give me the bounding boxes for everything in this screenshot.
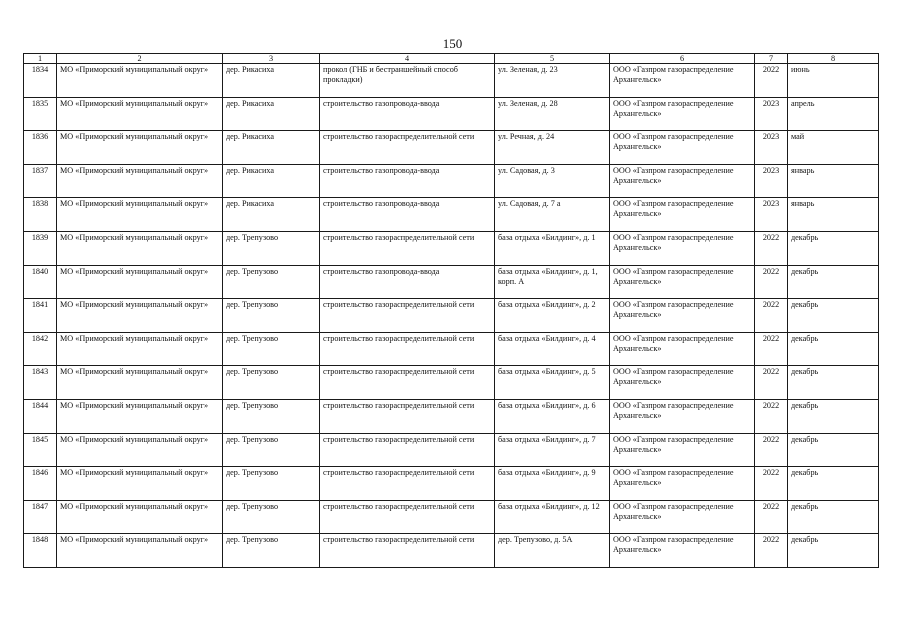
cell-row-number: 1847: [24, 500, 57, 534]
cell-settlement: дер. Трепузово: [223, 433, 320, 467]
cell-organization: ООО «Газпром газораспределение Архангельск»: [610, 265, 755, 299]
cell-municipality: МО «Приморский муниципальный округ»: [57, 131, 223, 165]
cell-settlement: дер. Трепузово: [223, 265, 320, 299]
cell-municipality: МО «Приморский муниципальный округ»: [57, 97, 223, 131]
cell-municipality: МО «Приморский муниципальный округ»: [57, 534, 223, 568]
cell-year: 2023: [755, 131, 788, 165]
cell-address: база отдыха «Билдинг», д. 1, корп. А: [495, 265, 610, 299]
cell-work-type: строительство газопровода-ввода: [320, 198, 495, 232]
page-number: 150: [442, 36, 463, 51]
cell-month: июнь: [788, 64, 879, 98]
cell-address: ул. Зеленая, д. 23: [495, 64, 610, 98]
cell-organization: ООО «Газпром газораспределение Архангельск»: [610, 433, 755, 467]
table-row: [24, 433, 879, 467]
cell-year: 2023: [755, 97, 788, 131]
cell-municipality: МО «Приморский муниципальный округ»: [57, 500, 223, 534]
cell-row-number: 1842: [24, 332, 57, 366]
cell-row-number: 1834: [24, 64, 57, 98]
column-header-4: 4: [320, 54, 495, 64]
cell-year: 2022: [755, 467, 788, 501]
table-row: [24, 332, 879, 366]
cell-month: май: [788, 131, 879, 165]
cell-organization: ООО «Газпром газораспределение Архангельск»: [610, 467, 755, 501]
cell-row-number: 1844: [24, 399, 57, 433]
header-row: [24, 54, 879, 64]
cell-settlement: дер. Трепузово: [223, 231, 320, 265]
cell-work-type: строительство газораспределительной сети: [320, 500, 495, 534]
cell-month: декабрь: [788, 299, 879, 333]
cell-address: база отдыха «Билдинг», д. 5: [495, 366, 610, 400]
cell-month: январь: [788, 198, 879, 232]
cell-organization: ООО «Газпром газораспределение Архангельск»: [610, 198, 755, 232]
cell-year: 2022: [755, 366, 788, 400]
table-row: [24, 198, 879, 232]
cell-year: 2022: [755, 500, 788, 534]
cell-settlement: дер. Трепузово: [223, 299, 320, 333]
table-row: [24, 366, 879, 400]
table-row: [24, 399, 879, 433]
cell-organization: ООО «Газпром газораспределение Архангельск»: [610, 231, 755, 265]
cell-month: апрель: [788, 97, 879, 131]
cell-year: 2022: [755, 231, 788, 265]
column-header-8: 8: [788, 54, 879, 64]
cell-row-number: 1838: [24, 198, 57, 232]
cell-row-number: 1839: [24, 231, 57, 265]
cell-work-type: строительство газораспределительной сети: [320, 231, 495, 265]
cell-year: 2022: [755, 299, 788, 333]
cell-settlement: дер. Трепузово: [223, 534, 320, 568]
cell-row-number: 1843: [24, 366, 57, 400]
table-row: [24, 265, 879, 299]
cell-organization: ООО «Газпром газораспределение Архангельск»: [610, 299, 755, 333]
table-row: [24, 131, 879, 165]
cell-work-type: строительство газораспределительной сети: [320, 366, 495, 400]
cell-year: 2023: [755, 198, 788, 232]
cell-year: 2023: [755, 164, 788, 198]
cell-organization: ООО «Газпром газораспределение Архангельск»: [610, 97, 755, 131]
cell-settlement: дер. Рикасиха: [223, 198, 320, 232]
cell-settlement: дер. Трепузово: [223, 399, 320, 433]
cell-address: база отдыха «Билдинг», д. 9: [495, 467, 610, 501]
cell-municipality: МО «Приморский муниципальный округ»: [57, 198, 223, 232]
cell-row-number: 1848: [24, 534, 57, 568]
cell-address: дер. Трепузово, д. 5А: [495, 534, 610, 568]
cell-month: декабрь: [788, 433, 879, 467]
cell-municipality: МО «Приморский муниципальный округ»: [57, 467, 223, 501]
column-header-3: 3: [223, 54, 320, 64]
cell-municipality: МО «Приморский муниципальный округ»: [57, 265, 223, 299]
cell-work-type: строительство газораспределительной сети: [320, 131, 495, 165]
cell-address: ул. Речная, д. 24: [495, 131, 610, 165]
cell-settlement: дер. Трепузово: [223, 500, 320, 534]
cell-row-number: 1846: [24, 467, 57, 501]
cell-year: 2022: [755, 332, 788, 366]
cell-year: 2022: [755, 534, 788, 568]
cell-work-type: строительство газораспределительной сети: [320, 299, 495, 333]
cell-address: ул. Садовая, д. 7 а: [495, 198, 610, 232]
cell-row-number: 1837: [24, 164, 57, 198]
table-header: [24, 54, 879, 64]
cell-address: база отдыха «Билдинг», д. 7: [495, 433, 610, 467]
cell-address: база отдыха «Билдинг», д. 12: [495, 500, 610, 534]
column-header-7: 7: [755, 54, 788, 64]
cell-settlement: дер. Рикасиха: [223, 131, 320, 165]
cell-work-type: строительство газораспределительной сети: [320, 534, 495, 568]
cell-address: база отдыха «Билдинг», д. 2: [495, 299, 610, 333]
table-row: [24, 64, 879, 98]
table-row: [24, 467, 879, 501]
cell-month: декабрь: [788, 534, 879, 568]
cell-work-type: строительство газораспределительной сети: [320, 332, 495, 366]
cell-year: 2022: [755, 64, 788, 98]
cell-organization: ООО «Газпром газораспределение Архангельск»: [610, 534, 755, 568]
cell-municipality: МО «Приморский муниципальный округ»: [57, 231, 223, 265]
table-row: [24, 231, 879, 265]
cell-municipality: МО «Приморский муниципальный округ»: [57, 399, 223, 433]
cell-year: 2022: [755, 399, 788, 433]
cell-month: январь: [788, 164, 879, 198]
cell-work-type: прокол (ГНБ и бестраншейный способ прокладки): [320, 64, 495, 98]
cell-month: декабрь: [788, 467, 879, 501]
cell-municipality: МО «Приморский муниципальный округ»: [57, 64, 223, 98]
cell-month: декабрь: [788, 500, 879, 534]
table-row: [24, 299, 879, 333]
cell-address: ул. Садовая, д. 3: [495, 164, 610, 198]
column-header-5: 5: [495, 54, 610, 64]
cell-work-type: строительство газораспределительной сети: [320, 399, 495, 433]
table-row: [24, 500, 879, 534]
cell-organization: ООО «Газпром газораспределение Архангельск»: [610, 164, 755, 198]
cell-settlement: дер. Трепузово: [223, 366, 320, 400]
cell-address: база отдыха «Билдинг», д. 1: [495, 231, 610, 265]
table-row: [24, 97, 879, 131]
cell-work-type: строительство газораспределительной сети: [320, 433, 495, 467]
cell-organization: ООО «Газпром газораспределение Архангельск»: [610, 332, 755, 366]
cell-row-number: 1841: [24, 299, 57, 333]
table-body: [24, 64, 879, 568]
cell-address: ул. Зеленая, д. 28: [495, 97, 610, 131]
cell-month: декабрь: [788, 231, 879, 265]
column-header-2: 2: [57, 54, 223, 64]
cell-municipality: МО «Приморский муниципальный округ»: [57, 299, 223, 333]
cell-organization: ООО «Газпром газораспределение Архангельск»: [610, 64, 755, 98]
cell-organization: ООО «Газпром газораспределение Архангельск»: [610, 366, 755, 400]
cell-organization: ООО «Газпром газораспределение Архангельск»: [610, 399, 755, 433]
cell-settlement: дер. Трепузово: [223, 467, 320, 501]
cell-address: база отдыха «Билдинг», д. 6: [495, 399, 610, 433]
register-table: [23, 53, 879, 568]
cell-work-type: строительство газопровода-ввода: [320, 265, 495, 299]
cell-work-type: строительство газораспределительной сети: [320, 467, 495, 501]
cell-year: 2022: [755, 265, 788, 299]
cell-municipality: МО «Приморский муниципальный округ»: [57, 332, 223, 366]
column-header-1: 1: [24, 54, 57, 64]
column-header-6: 6: [610, 54, 755, 64]
cell-year: 2022: [755, 433, 788, 467]
cell-address: база отдыха «Билдинг», д. 4: [495, 332, 610, 366]
cell-organization: ООО «Газпром газораспределение Архангельск»: [610, 131, 755, 165]
cell-month: декабрь: [788, 399, 879, 433]
cell-municipality: МО «Приморский муниципальный округ»: [57, 366, 223, 400]
cell-row-number: 1836: [24, 131, 57, 165]
cell-month: декабрь: [788, 366, 879, 400]
cell-row-number: 1840: [24, 265, 57, 299]
cell-organization: ООО «Газпром газораспределение Архангельск»: [610, 500, 755, 534]
cell-work-type: строительство газопровода-ввода: [320, 97, 495, 131]
cell-municipality: МО «Приморский муниципальный округ»: [57, 433, 223, 467]
cell-row-number: 1845: [24, 433, 57, 467]
cell-settlement: дер. Рикасиха: [223, 97, 320, 131]
cell-settlement: дер. Рикасиха: [223, 164, 320, 198]
cell-settlement: дер. Рикасиха: [223, 64, 320, 98]
cell-month: декабрь: [788, 332, 879, 366]
cell-month: декабрь: [788, 265, 879, 299]
cell-work-type: строительство газопровода-ввода: [320, 164, 495, 198]
cell-row-number: 1835: [24, 97, 57, 131]
cell-settlement: дер. Трепузово: [223, 332, 320, 366]
table-row: [24, 534, 879, 568]
table-row: [24, 164, 879, 198]
cell-municipality: МО «Приморский муниципальный округ»: [57, 164, 223, 198]
